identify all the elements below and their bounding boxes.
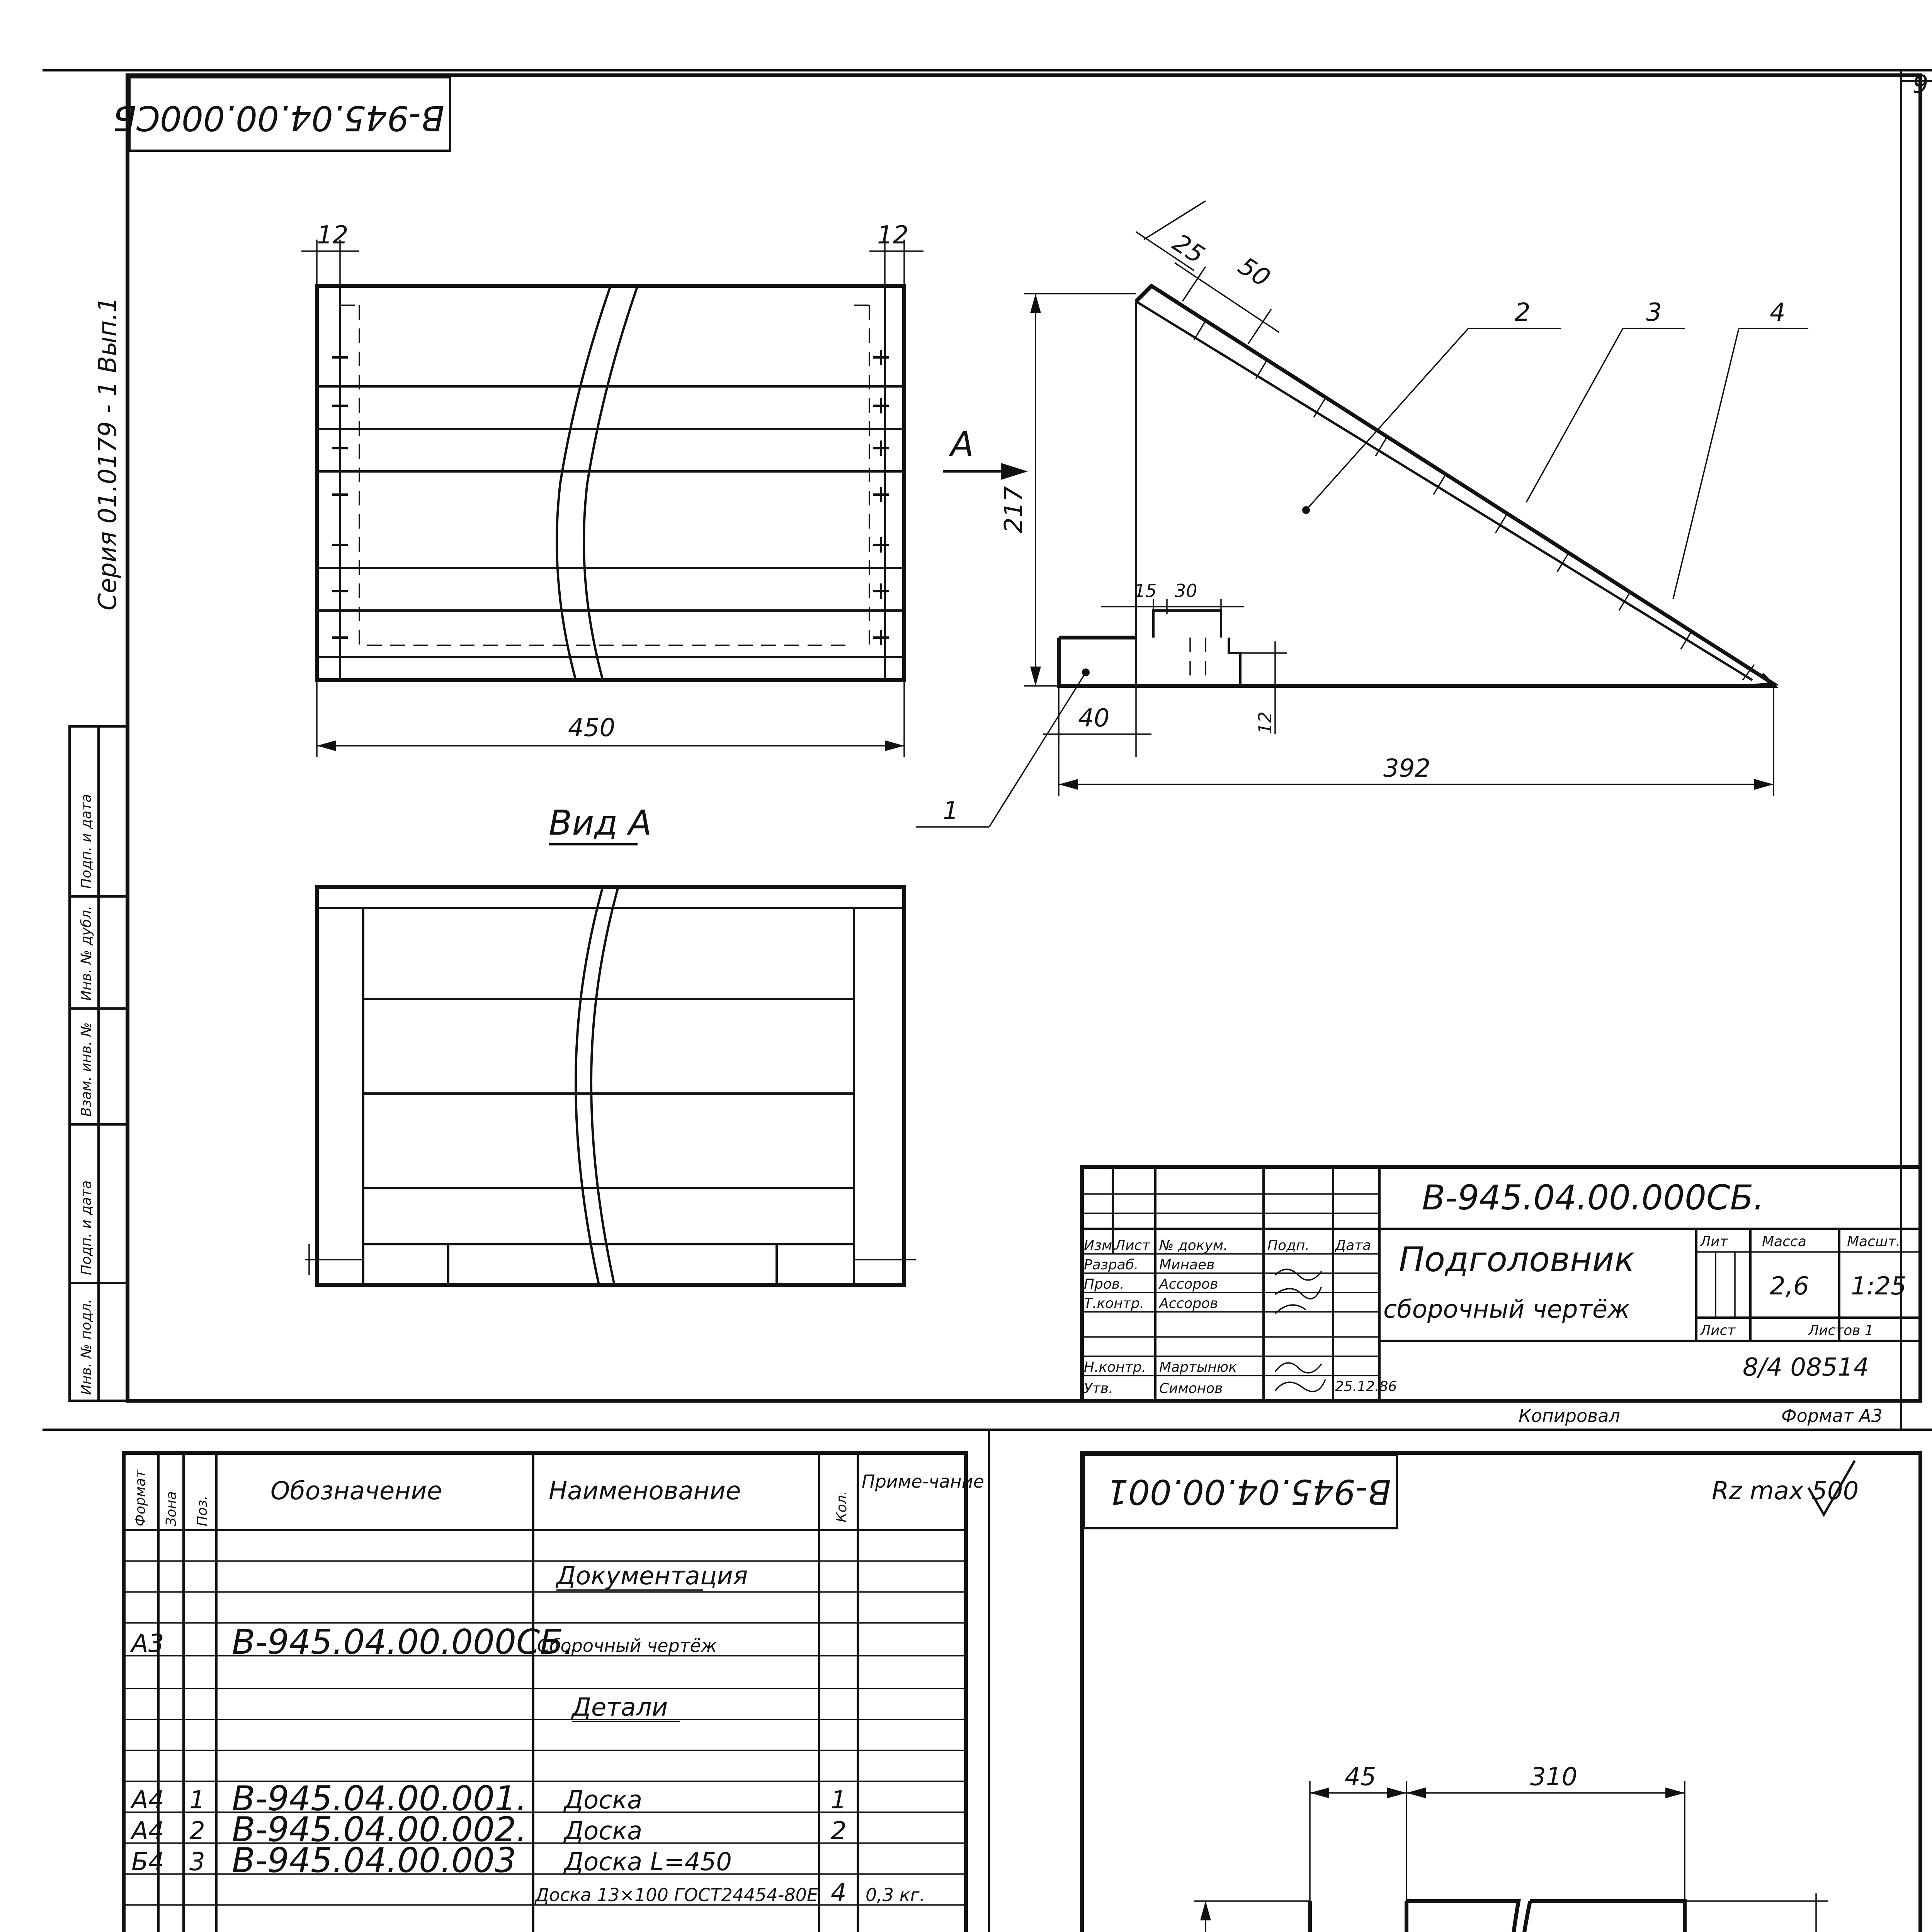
tb1-role-1: Разраб. (1084, 1257, 1139, 1273)
top-sheet-frame (43, 70, 1932, 1430)
tb1-scale: 1:25 (1851, 1272, 1906, 1301)
tb1-mass-h: Масса (1762, 1234, 1806, 1250)
tb1-name-1: Минаев (1159, 1257, 1215, 1273)
pos-1: 1 (943, 797, 959, 825)
tb1-role-5: Утв. (1084, 1381, 1113, 1396)
dim-30: 30 (1175, 580, 1197, 601)
tb1-col-list: Лист (1115, 1238, 1150, 1253)
spec-row-5-qty: 1 (831, 1786, 847, 1815)
tb1-org: 8/4 08514 (1743, 1353, 1869, 1382)
pos-4: 4 (1770, 298, 1786, 327)
tb1-scale-h: Масшт. (1847, 1234, 1901, 1250)
dim-50: 50 (1233, 252, 1275, 293)
pos-2: 2 (1515, 298, 1531, 327)
tb1-sheet: Лист (1700, 1323, 1736, 1338)
title-block-1 (1082, 1167, 1920, 1426)
tb1-format: Формат А3 (1781, 1405, 1883, 1426)
spec-row-5-des: В-945.04.00.001. (232, 1779, 527, 1818)
spec-row-6-pos: 2 (189, 1817, 205, 1845)
spec-row-2-des: В-945.04.00.000СБ. (232, 1622, 574, 1662)
tb1-col-sign: Подп. (1267, 1238, 1310, 1253)
front-view (301, 221, 923, 757)
spec-row-0-name: Документация (556, 1562, 748, 1590)
spec-h-qty: Кол. (834, 1490, 850, 1522)
view-a-label: Вид А (549, 803, 652, 843)
dim-25: 25 (1167, 228, 1209, 270)
spec-row-3-name: Детали (572, 1693, 668, 1722)
board-dims (1179, 1763, 1828, 1932)
spec-row-8-name: Доска 13×100 ГОСТ24454-80Е (535, 1884, 818, 1905)
spec-row-5-fmt: А4 (131, 1786, 164, 1815)
board-outline (1310, 1901, 1789, 1932)
sheet-number: 9 (1913, 70, 1929, 99)
spec-row-2-fmt: А3 (131, 1629, 164, 1658)
tb1-mass: 2,6 (1770, 1272, 1809, 1301)
tb1-col-izm: Изм. (1084, 1238, 1117, 1253)
spec-row-2-name: Сборочный чертёж (537, 1635, 717, 1656)
rotated-code-text: В-945.04.00.000СБ (113, 98, 444, 138)
spec-row-7-des: В-945.04.00.003 (232, 1840, 516, 1880)
tb1-name-5: Симонов (1159, 1381, 1223, 1396)
part-rotated-code: В-945.04.00.001 (1107, 1472, 1391, 1512)
dim-12-bottom: 12 (1255, 711, 1276, 734)
spec-row-5-name: Доска (564, 1786, 643, 1815)
dim-12-right: 12 (877, 221, 909, 250)
spec-h-designation: Обозначение (270, 1477, 442, 1505)
stamp-label-2: Подп. и дата (78, 1180, 94, 1275)
dim-40: 40 (1078, 704, 1110, 733)
stamp-label-3: Взам. инв. № (78, 1022, 94, 1117)
dim-450: 450 (568, 714, 616, 742)
spec-row-8-note: 0,3 кг. (866, 1884, 925, 1905)
tb1-role-2: Пров. (1084, 1276, 1124, 1292)
spec-h-zone: Зона (163, 1491, 179, 1526)
tb1-copy: Копировал (1519, 1405, 1620, 1426)
tb1-sheets: Листов 1 (1808, 1323, 1874, 1338)
spec-h-note: Приме-чание (862, 1471, 984, 1492)
dim-310: 310 (1530, 1763, 1578, 1791)
tb1-role-3: Т.контр. (1084, 1296, 1145, 1311)
stamp-label-1: Инв. № подл. (78, 1299, 94, 1395)
spec-h-format: Формат (133, 1469, 148, 1526)
tb1-lit: Лит (1700, 1234, 1728, 1250)
spec-row-7-name: Доска L=450 (564, 1848, 732, 1876)
spec-row-8-qty: 4 (831, 1879, 847, 1907)
view-a (305, 887, 916, 1285)
spec-rows (130, 1562, 925, 1932)
part-sheet (1024, 1453, 1920, 1932)
dim-12-left: 12 (317, 221, 349, 250)
dim-217: 217 (1000, 486, 1028, 533)
tb1-code: В-945.04.00.000СБ. (1422, 1178, 1764, 1218)
tb1-col-date: Дата (1335, 1238, 1371, 1253)
tb1-date: 25.12.86 (1335, 1379, 1397, 1395)
tb1-col-doc: № докум. (1159, 1238, 1228, 1253)
spec-row-7-fmt: Б4 (131, 1848, 164, 1876)
spec-row-7-pos: 3 (189, 1848, 205, 1876)
spec-row-5-pos: 1 (189, 1786, 205, 1815)
spec-row-6-qty: 2 (831, 1817, 847, 1845)
tb1-name-2: Ассоров (1159, 1276, 1218, 1292)
spec-row-6-name: Доска (564, 1817, 643, 1845)
tb1-name: Подголовник (1399, 1240, 1635, 1279)
stamp-label-4: Инв. № дубл. (78, 905, 94, 1001)
series-label: Серия 01.0179 - 1 Вып.1 (94, 297, 122, 611)
side-view (916, 201, 1808, 827)
tb1-role-4: Н.контр. (1084, 1359, 1146, 1375)
rotated-code-box (113, 77, 450, 151)
dim-392: 392 (1383, 754, 1431, 783)
spec-row-6-des: В-945.04.00.002. (232, 1810, 527, 1849)
tb1-name-4: Мартынюк (1159, 1359, 1237, 1375)
view-a-arrow-label: А (951, 424, 974, 464)
roughness: Rz max 500 (1712, 1477, 1859, 1505)
pos-3: 3 (1646, 298, 1662, 327)
spec-row-6-fmt: А4 (131, 1817, 164, 1845)
left-side-stamp-top (70, 726, 128, 1401)
spec-h-pos: Поз. (194, 1495, 210, 1526)
spec-h-name: Наименование (549, 1477, 741, 1505)
dim-15: 15 (1134, 580, 1157, 601)
tb1-name-3: Ассоров (1159, 1296, 1218, 1311)
spec-sheet (70, 1453, 984, 1932)
stamp-label-5: Подп. и дата (78, 794, 94, 889)
dim-45: 45 (1345, 1763, 1376, 1791)
tb1-subname: сборочный чертёж (1383, 1295, 1630, 1324)
